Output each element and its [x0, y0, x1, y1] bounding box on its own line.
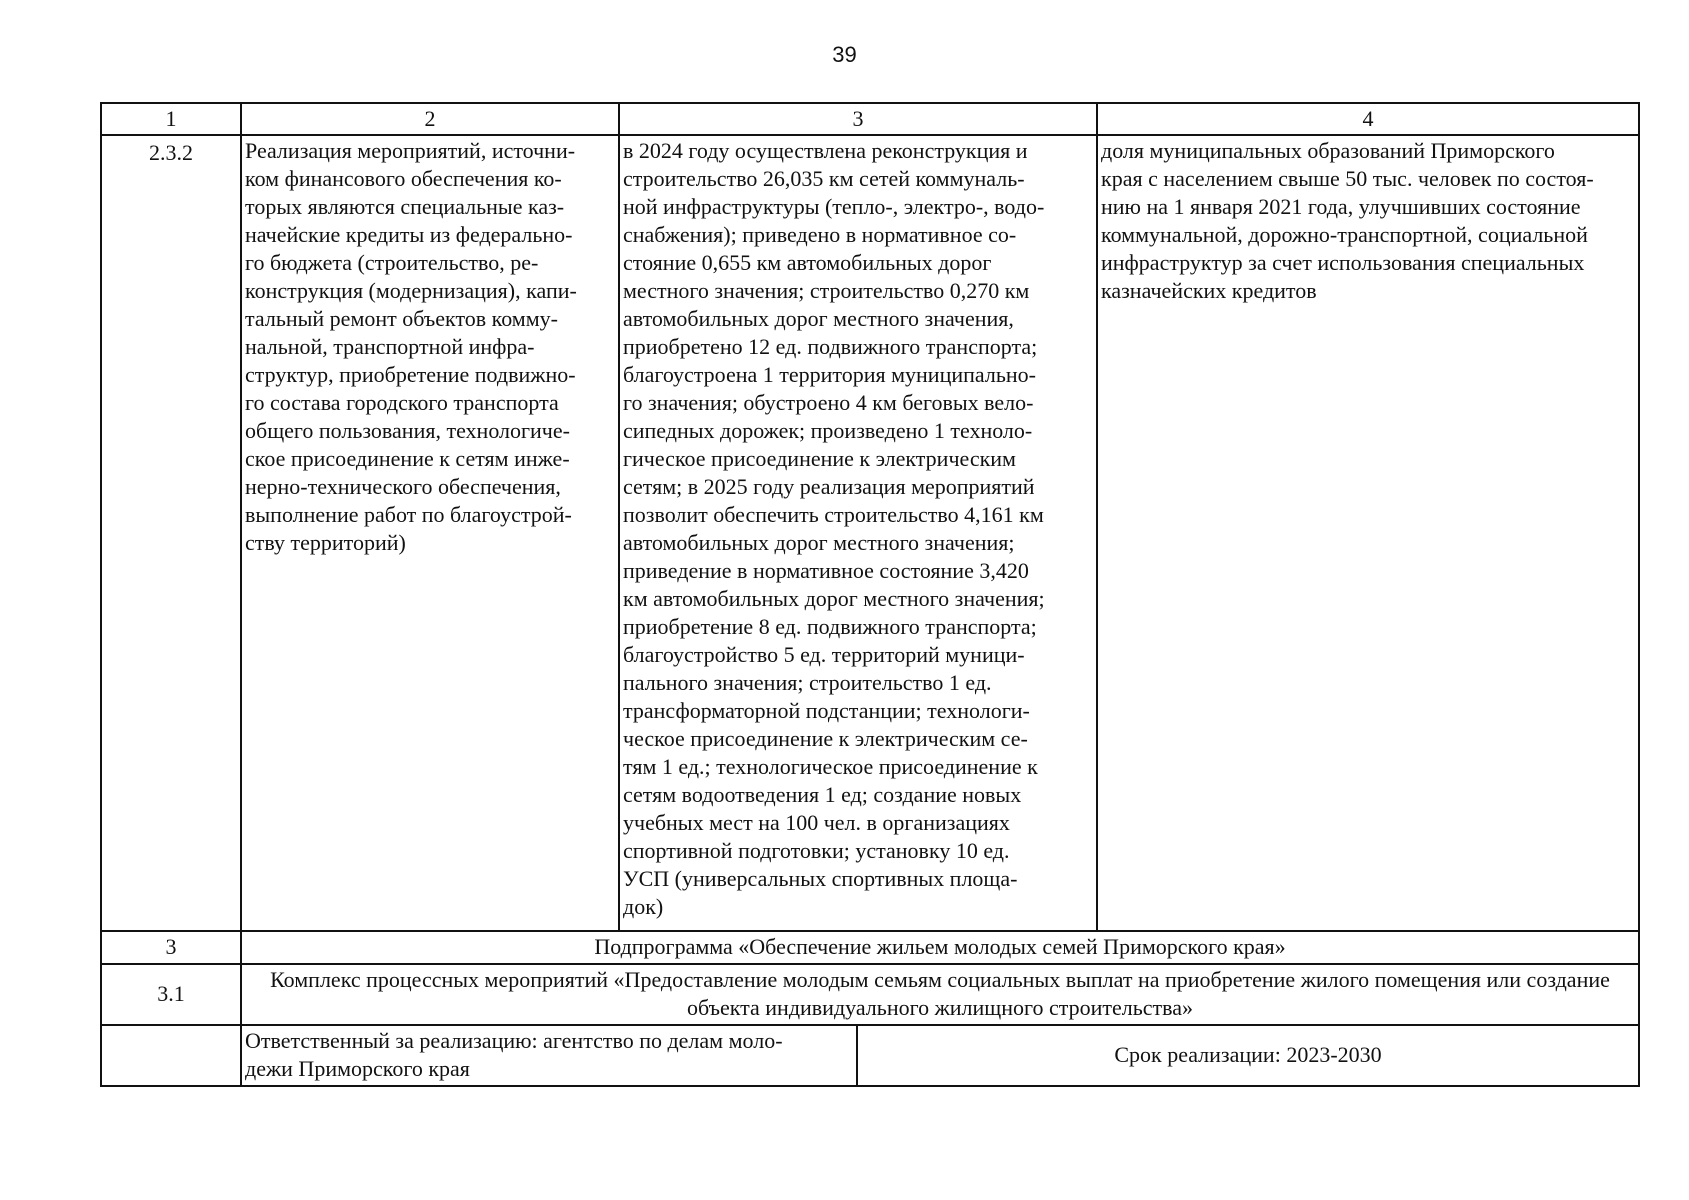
header-col-2: 2 [241, 103, 619, 135]
table-row-3 [101, 931, 1639, 964]
measure-results: в 2024 году осуществлена реконструкция и строительство 26,035 км сетей коммуналь- ной инфраструктуры (тепло-, электро-, водо- снабжения); приведено в нормативное со- стояние 0,655 км автомобильных дорог местного значения; строительство 0,270 км автомобильных дорог местного значения, приобретено 12 ед. подвижного транспорта; благоустроена 1 территория муниципально- го значения; обустроено 4 км беговых вело- сипедных дорожек; произведено 1 техноло- гическое присоединение к электрическим сетям; в 2025 году реализация мероприятий позволит обеспечить строительство 4,161 км автомобильных дорог местного значения; приведение в нормативное состояние 3,420 км автомобильных дорог местного значения; приобретение 8 ед. подвижного транспорта; благоустройство 5 ед. территорий муници- пального значения; строительство 1 ед. трансформаторной подстанции; технологи- ческое присоединение к электрическим се- тям 1 ед.; технологическое присоединение к сетям водоотведения 1 ед; создание новых учебных мест на 100 чел. в организациях спортивной подготовки; установку 10 ед. УСП (универсальных спортивных площа- док) [619, 135, 1097, 931]
implementation-period: Срок реализации: 2023-2030 [857, 1025, 1639, 1086]
responsible-executor: Ответственный за реализацию: агентство по делам моло- дежи Приморского края [241, 1025, 857, 1086]
table-row-2-3-2 [101, 135, 1639, 931]
empty-cell [101, 1025, 241, 1086]
table-row-3-1 [101, 964, 1639, 1025]
subprogram-title: Подпрограмма «Обеспечение жильем молодых семей Приморского края» [241, 931, 1639, 964]
measure-description: Реализация мероприятий, источни- ком финансового обеспечения ко- торых являются специальные каз- начейские кредиты из федерально- го бюджета (строительство, ре- конструкция (модернизация), капи- тальный ремонт объектов комму- нальной, транспортной инфра- структур, приобретение подвижно- го состава городского транспорта общего пользования, технологиче- ское присоединение к сетям инже- нерно-технического обеспечения, выполнение работ по благоустрой- ству территорий) [241, 135, 619, 931]
header-col-1: 1 [101, 103, 241, 135]
page-number: 39 [832, 42, 857, 67]
process-complex-title: Комплекс процессных мероприятий «Предоставление молодым семьям социальных выплат на приобретение жилого помещения или создание объекта индивидуального жилищного строительства» [241, 964, 1639, 1025]
measure-indicator: доля муниципальных образований Приморского края с населением свыше 50 тыс. человек по состоя- нию на 1 января 2021 года, улучшивших состояние коммунальной, дорожно-транспортной, социальной инфраструктур за счет использования специальных казначейских кредитов [1097, 135, 1639, 931]
header-col-3: 3 [619, 103, 1097, 135]
row-number: 2.3.2 [101, 135, 241, 931]
header-row [101, 103, 1639, 135]
measures-table [100, 102, 1640, 1087]
header-col-4: 4 [1097, 103, 1639, 135]
table-row-responsible [101, 1025, 1639, 1086]
row-number: 3.1 [101, 964, 241, 1025]
row-number: 3 [101, 931, 241, 964]
